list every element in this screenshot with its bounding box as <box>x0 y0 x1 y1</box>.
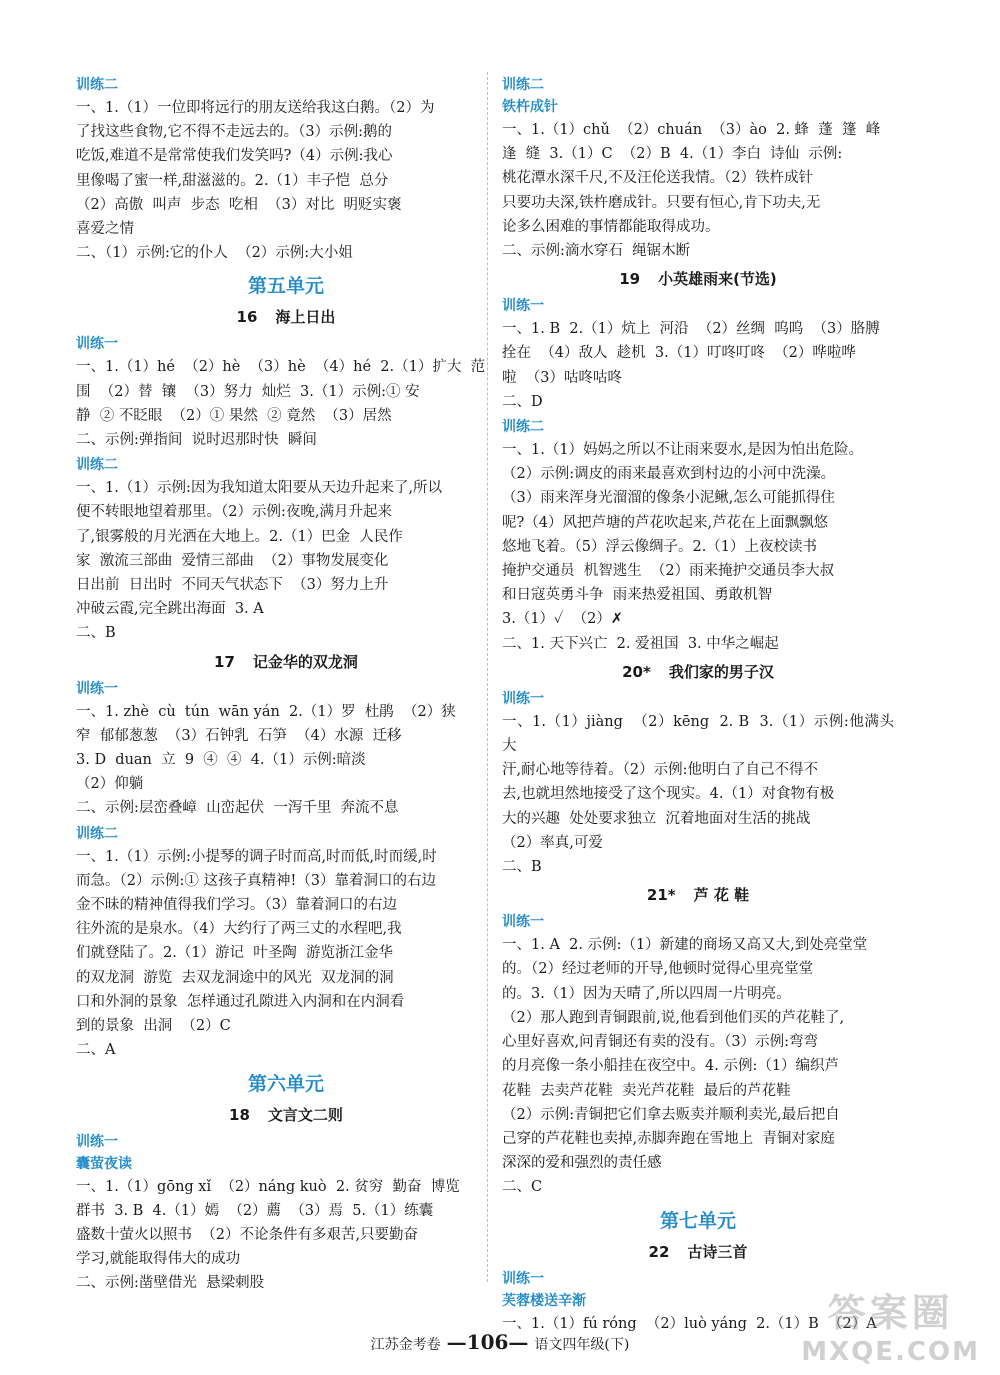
lesson-number: 19 <box>619 270 641 289</box>
answer-block <box>76 700 496 821</box>
answer-line: 二、C <box>502 1179 543 1196</box>
answer-line: 口和外洞的景象 怎样通过孔隙进入内洞和在内洞看 <box>76 993 405 1010</box>
answer-line: 学习,就能取得伟大的成功 <box>76 1251 241 1268</box>
answer-line: 一、1.（1）妈妈之所以不让雨来耍水,是因为怕出危险。 <box>502 442 864 459</box>
section-label: 训练一 <box>76 336 118 353</box>
answer-line: 二、示例:弹指间 说时迟那时快 瞬间 <box>76 432 317 449</box>
answer-line: 汗,耐心地等待着。（2）示例:他明白了自己不得不 <box>502 762 818 779</box>
lesson-name: 文言文二则 <box>267 1105 343 1124</box>
answer-line: （2）仰躺 <box>76 776 144 793</box>
answer-line: 二、B <box>76 625 116 642</box>
answer-line: 一、1. zhè cù tún wān yán 2.（1）罗 杜鹃 （2）狭 <box>76 703 456 720</box>
answer-line: 家 激流三部曲 爱情三部曲 （2）事物发展变化 <box>76 552 389 569</box>
lesson-number: 18 <box>229 1105 250 1124</box>
lesson-number: 17 <box>214 652 235 671</box>
answer-line: 群书 3. B 4.（1）嫣 （2）薦 （3）焉 5.（1）练囊 <box>76 1202 434 1219</box>
answer-line: 拴在 （4）敌人 趁机 3.（1）叮咚叮咚 （2）哗啦哗 <box>502 345 856 362</box>
lesson-name: 古诗三首 <box>687 1242 748 1261</box>
lesson-title <box>76 1101 496 1129</box>
lesson-name: 芦 花 鞋 <box>693 886 750 905</box>
section-label: 训练一 <box>502 298 544 315</box>
section-label: 训练一 <box>502 1270 544 1287</box>
answer-line: 桃花潭水深千尺,不及汪伦送我情。（2）铁杵成针 <box>502 170 814 187</box>
answer-line: （2）率真,可爱 <box>502 834 603 851</box>
section-label: 训练一 <box>502 690 544 707</box>
answer-line: 而急。（2）示例:① 这孩子真精神!（3）靠着洞口的右边 <box>76 872 437 889</box>
answer-line: 静 ② 不眨眼 （2）① 果然 ② 竟然 （3）居然 <box>76 407 392 424</box>
answer-line: 盛数十萤火以照书 （2）不论条件有多艰苦,只要勤奋 <box>76 1226 419 1243</box>
answer-line: 心里好喜欢,问青铜还有卖的没有。（3）示例:弯弯 <box>502 1034 818 1051</box>
section-label: 训练二 <box>76 77 118 93</box>
answer-line: 一、1.（1）fú róng （2）luò yáng 2.（1）B （2）A <box>502 1315 877 1332</box>
answer-line: 里像喝了蜜一样,甜滋滋的。2.（1）丰子恺 总分 <box>76 172 389 189</box>
answer-line: 只要功夫深,铁杵磨成针。只要有恒心,肯下功夫,无 <box>502 194 821 211</box>
answer-line: 啦 （3）咕咚咕咚 <box>502 369 622 386</box>
answer-line: 金不昧的精神值得我们学习。（3）靠着洞口的右边 <box>76 897 397 914</box>
unit-heading: 第七单元 <box>659 1209 736 1232</box>
answer-block <box>76 355 496 452</box>
answer-line: 二、示例:层峦叠嶂 山峦起伏 一泻千里 奔流不息 <box>76 800 399 817</box>
answer-block <box>502 317 894 414</box>
lesson-title <box>76 648 496 676</box>
page-number: —106— <box>446 1330 529 1354</box>
answer-line: 一、1. B 2.（1）炕上 河沿 （2）丝绸 呜呜 （3）胳膊 <box>502 321 880 338</box>
answer-line: 逢 缝 3.（1）C （2）B 4.（1）李白 诗仙 示例: <box>502 146 843 163</box>
answer-line: （2）示例:青铜把它们拿去贩卖并顺利卖光,最后把自 <box>502 1106 840 1123</box>
book-title: 江苏金考卷 <box>370 1337 441 1353</box>
lesson-title <box>76 303 496 331</box>
answer-line: 悠地飞着。（5）浮云像绸子。2.（1）上夜校读书 <box>502 538 818 555</box>
lesson-title <box>502 1238 894 1266</box>
answer-line: 吃饭,难道不是常常使我们发笑吗?（4）示例:我心 <box>76 148 393 165</box>
answer-block <box>502 933 894 1199</box>
answer-line: 一、1.（1）示例:因为我知道太阳要从天边升起来了,所以 <box>76 480 443 497</box>
subject-grade: 语文四年级(下) <box>534 1337 630 1353</box>
answer-line: 去,也就坦然地接受了这个现实。4.（1）对食物有极 <box>502 786 835 803</box>
watermark-url: MXQE.COM <box>801 1337 980 1367</box>
answer-line: 二、D <box>502 393 543 410</box>
section-label: 训练一 <box>76 680 118 697</box>
answer-block <box>76 1175 496 1296</box>
answer-line: （2）示例:调皮的雨来最喜欢到村边的小河中洗澡。 <box>502 466 836 483</box>
answer-line: 的。3.（1）因为天晴了,所以四周一片明亮。 <box>502 985 791 1002</box>
answer-line: 的双龙洞 游览 去双龙洞途中的风光 双龙洞的洞 <box>76 969 394 986</box>
answer-line: 和日寇英勇斗争 雨来热爱祖国、勇敢机智 <box>502 587 773 604</box>
subsection-title: 囊萤夜读 <box>76 1155 132 1172</box>
answer-line: 了找这些食物,它不得不走远去的。（3）示例:鹅的 <box>76 124 392 141</box>
lesson-title <box>502 265 894 293</box>
answer-line: 一、1.（1）hé （2）hè （3）hè （4）hé 2.（1）扩大 范 <box>76 359 486 376</box>
answer-line: 们就登陆了。2.（1）游记 叶圣陶 游览浙江金华 <box>76 945 393 962</box>
answer-line: 一、1. A 2. 示例:（1）新建的商场又高又大,到处亮堂堂 <box>502 937 868 954</box>
answer-line: 窄 郁郁葱葱 （3）石钟乳 石笋 （4）水源 迁移 <box>76 727 402 744</box>
unit-heading: 第六单元 <box>247 1072 324 1095</box>
answer-line: 二、（1）示例:它的仆人 （2）示例:大小姐 <box>76 245 353 262</box>
lesson-title <box>502 881 894 909</box>
answer-line: 了,银雾般的月光洒在大地上。2.（1）巴金 人民作 <box>76 528 403 545</box>
section-label: 训练一 <box>76 1133 118 1150</box>
answer-line: 围 （2）替 镶 （3）努力 灿烂 3.（1）示例:① 安 <box>76 383 420 400</box>
answer-line: 一、1.（1）jiàng （2）kēng 2. B 3.（1）示例:他满头大 <box>502 713 894 755</box>
answer-line: 日出前 日出时 不同天气状态下 （3）努力上升 <box>76 577 389 594</box>
answer-line: 论多么困难的事情都能取得成功。 <box>502 218 720 235</box>
answer-line: 深深的爱和强烈的责任感 <box>502 1155 662 1172</box>
answer-line: 一、1.（1）chǔ （2）chuán （3）ào 2. 蜂 蓬 篷 峰 <box>502 122 881 138</box>
lesson-name: 小英雄雨来(节选) <box>658 270 777 289</box>
watermark-logo <box>801 1282 980 1367</box>
answer-line: 二、示例:滴水穿石 绳锯木断 <box>502 243 691 260</box>
section-label: 训练二 <box>76 825 118 842</box>
answer-block <box>502 710 894 879</box>
answer-line: 的。（2）经过老师的开导,他顿时觉得心里亮堂堂 <box>502 961 814 978</box>
answer-line: 呢?（4）风把芦塘的芦花吹起来,芦花在上面飘飘悠 <box>502 514 829 531</box>
lesson-number: 21* <box>646 886 676 905</box>
right-column <box>502 72 894 1336</box>
lesson-number: 16 <box>236 308 258 327</box>
answer-block <box>502 438 894 656</box>
lesson-name: 我们家的男子汉 <box>668 662 774 681</box>
section-label: 训练二 <box>76 457 118 474</box>
watermark-text: 答案圈 <box>827 1291 954 1335</box>
answer-line: （2）那人跑到青铜跟前,说,他看到他们买的芦花鞋了, <box>502 1009 845 1026</box>
answer-block <box>76 476 496 645</box>
section-label: 训练二 <box>502 77 544 93</box>
lesson-number: 22 <box>648 1242 670 1261</box>
answer-line: 二、A <box>76 1042 116 1059</box>
answer-line: 二、示例:凿壁借光 悬梁刺股 <box>76 1275 265 1292</box>
lesson-name: 海上日出 <box>275 308 336 327</box>
section-label: 训练二 <box>502 419 544 436</box>
lesson-number: 20* <box>622 662 651 681</box>
subsection-title: 芙蓉楼送辛渐 <box>502 1292 586 1309</box>
unit-heading: 第五单元 <box>247 275 324 298</box>
answer-line: 二、B <box>502 859 542 876</box>
answer-line: 二、1. 天下兴亡 2. 爱祖国 3. 中华之崛起 <box>502 635 779 652</box>
left-column <box>76 72 496 1296</box>
answer-line: 一、1.（1）gōng xǐ （2）náng kuò 2. 贫穷 勤奋 博览 <box>76 1178 460 1195</box>
answer-line: 一、1.（1）一位即将远行的朋友送给我这白鹅。（2）为 <box>76 100 435 116</box>
lesson-title <box>502 658 894 686</box>
answer-line: 喜爱之情 <box>76 221 134 238</box>
answer-line: 到的景象 出洞 （2）C <box>76 1018 231 1035</box>
answer-block <box>502 118 894 263</box>
answer-line: 3.（1）✓ （2）✗ <box>502 611 624 628</box>
answer-line: 一、1.（1）示例:小提琴的调子时而高,时而低,时而缓,时 <box>76 848 437 865</box>
answer-line: 掩护交通员 机智逃生 （2）雨来掩护交通员李大叔 <box>502 563 835 580</box>
answer-line: 冲破云霞,完全跳出海面 3. A <box>76 601 264 618</box>
answer-block <box>76 845 496 1063</box>
lesson-name: 记金华的双龙洞 <box>252 652 358 671</box>
answer-line: 3. D duan 立 9 ④ ④ 4.（1）示例:暗淡 <box>76 752 366 769</box>
answer-block <box>76 96 496 265</box>
answer-line: （2）高傲 叫声 步态 吃相 （3）对比 明贬实褒 <box>76 196 402 213</box>
answer-line: 的月亮像一条小船挂在夜空中。4. 示例:（1）编织芦 <box>502 1058 840 1075</box>
subsection-title: 铁杵成针 <box>502 99 558 115</box>
section-label: 训练一 <box>502 914 544 931</box>
answer-line: 大的兴趣 处处要求独立 沉着地面对生活的挑战 <box>502 810 811 827</box>
answer-line: （3）雨来浑身光溜溜的像条小泥鳅,怎么可能抓得住 <box>502 490 835 507</box>
answer-line: 己穿的芦花鞋也卖掉,赤脚奔跑在雪地上 青铜对家庭 <box>502 1130 835 1147</box>
answer-line: 便不转眼地望着那里。（2）示例:夜晚,满月升起来 <box>76 504 392 521</box>
answer-line: 往外流的是泉水。（4）大约行了两三丈的水程吧,我 <box>76 921 402 938</box>
answer-line: 花鞋 去卖芦花鞋 卖光芦花鞋 最后的芦花鞋 <box>502 1082 791 1099</box>
